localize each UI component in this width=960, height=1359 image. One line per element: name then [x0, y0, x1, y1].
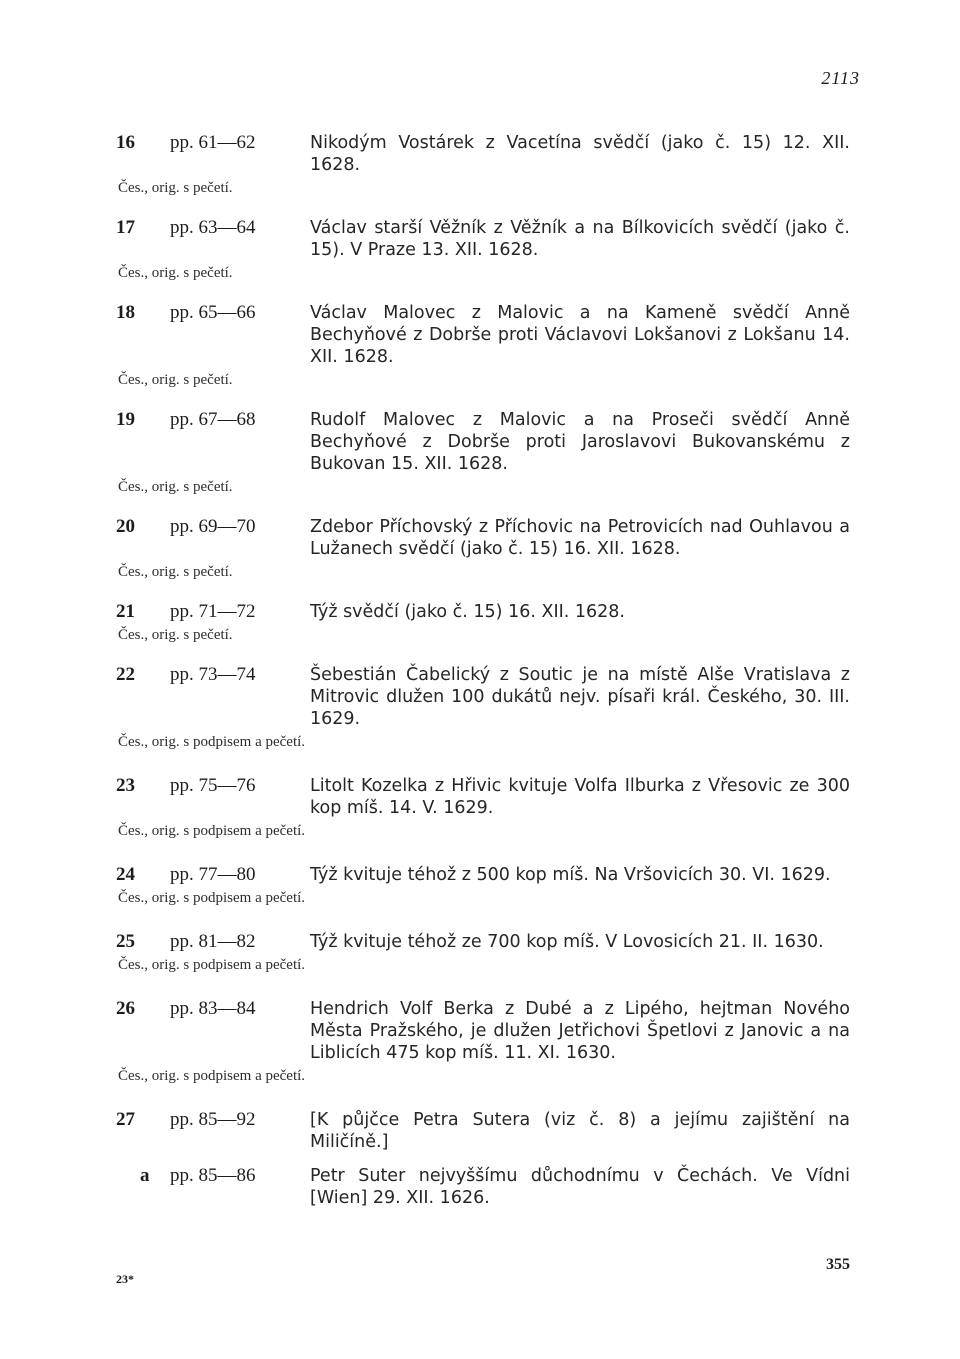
entry-note: Čes., orig. s podpisem a pečetí.: [118, 823, 306, 839]
entry-number: 20: [116, 516, 135, 537]
entry-16: [0, 128, 960, 197]
entry-26: [0, 994, 960, 1085]
entry-pages: pp. 67—68: [170, 409, 256, 430]
entry-24: [0, 860, 960, 907]
entry-number: 26: [116, 998, 135, 1019]
entry-19: [0, 405, 960, 496]
entry-number: 21: [116, 601, 135, 622]
entry-note: Čes., orig. s pečetí.: [118, 627, 233, 643]
entry-pages: pp. 71—72: [170, 601, 256, 622]
entry-pages: pp. 85—86: [170, 1165, 256, 1186]
entry-pages: pp. 73—74: [170, 664, 256, 685]
entry-number: a: [140, 1165, 150, 1186]
entry-text: [K půjčce Petra Sutera (viz č. 8) a jejímu zajištění na Miličíně.]: [310, 1110, 850, 1152]
entry-text: Nikodým Vostárek z Vacetína svědčí (jako č. 15) 12. XII. 1628.: [310, 133, 850, 175]
entry-number: 25: [116, 931, 135, 952]
entry-pages: pp. 85—92: [170, 1109, 256, 1130]
entry-text: Týž kvituje téhož ze 700 kop míš. V Lovosicích 21. II. 1630.: [310, 932, 824, 952]
entry-text: Šebestián Čabelický z Soutic je na místě Alše Vratislava z Mitrovic dlužen 100 dukátů nejv. písaři král. Českého, 30. III. 1629.: [310, 665, 850, 729]
entry-pages: pp. 69—70: [170, 516, 256, 537]
entry-pages: pp. 81—82: [170, 931, 256, 952]
entry-text: Rudolf Malovec z Malovic a na Proseči svědčí Anně Bechyňové z Dobrše proti Jaroslavovi Bukovanskému z Bukovan 15. XII. 1628.: [310, 410, 850, 474]
entry-note: Čes., orig. s pečetí.: [118, 265, 233, 281]
entry-pages: pp. 77—80: [170, 864, 256, 885]
entry-text: Václav starší Věžník z Věžník a na Bílkovicích svědčí (jako č. 15). V Praze 13. XII. 1628.: [310, 218, 850, 260]
entry-pages: pp. 61—62: [170, 132, 256, 153]
entry-note: Čes., orig. s pečetí.: [118, 180, 233, 196]
entry-number: 18: [116, 302, 135, 323]
entry-22: [0, 660, 960, 751]
entry-number: 23: [116, 775, 135, 796]
entry-27a: [0, 1161, 960, 1209]
entry-20: [0, 512, 960, 581]
entry-number: 17: [116, 217, 135, 238]
entry-pages: pp. 75—76: [170, 775, 256, 796]
entry-pages: pp. 63—64: [170, 217, 256, 238]
entry-pages: pp. 83—84: [170, 998, 256, 1019]
entry-23: [0, 771, 960, 840]
entry-text: Hendrich Volf Berka z Dubé a z Lipého, hejtman Nového Města Pražského, je dlužen Jetřichovi Špetlovi z Janovic a na Liblicích 475 kop míš. 11. XI. 1630.: [310, 999, 850, 1063]
entry-17: [0, 213, 960, 282]
page-header-reference: 2113: [821, 68, 860, 88]
entry-note: Čes., orig. s pečetí.: [118, 564, 233, 580]
register-entries: [0, 128, 960, 1209]
entry-27: [0, 1105, 960, 1153]
entry-note: Čes., orig. s podpisem a pečetí.: [118, 957, 306, 973]
entry-number: 24: [116, 864, 135, 885]
entry-text: Zdebor Příchovský z Příchovic na Petrovicích nad Ouhlavou a Lužanech svědčí (jako č. 15) 16. XII. 1628.: [310, 517, 850, 559]
entry-note: Čes., orig. s pečetí.: [118, 372, 233, 388]
entry-text: Litolt Kozelka z Hřivic kvituje Volfa Ilburka z Vřesovic ze 300 kop míš. 14. V. 1629.: [310, 776, 850, 818]
entry-21: [0, 597, 960, 644]
entry-note: Čes., orig. s podpisem a pečetí.: [118, 734, 306, 750]
entry-text: Týž kvituje téhož z 500 kop míš. Na Vršovicích 30. VI. 1629.: [310, 865, 831, 885]
page-number: 355: [826, 1256, 850, 1273]
entry-note: Čes., orig. s podpisem a pečetí.: [118, 890, 306, 906]
entry-number: 27: [116, 1109, 135, 1130]
entry-number: 16: [116, 132, 135, 153]
entry-number: 19: [116, 409, 135, 430]
entry-note: Čes., orig. s pečetí.: [118, 479, 233, 495]
entry-number: 22: [116, 664, 135, 685]
signature-mark: 23*: [116, 1272, 134, 1286]
entry-text: Petr Suter nejvyššímu důchodnímu v Čechách. Ve Vídni [Wien] 29. XII. 1626.: [310, 1166, 850, 1208]
entry-text: Václav Malovec z Malovic a na Kameně svědčí Anně Bechyňové z Dobrše proti Václavovi Lokšanovi z Lokšanu 14. XII. 1628.: [310, 303, 850, 367]
entry-note: Čes., orig. s podpisem a pečetí.: [118, 1068, 306, 1084]
entry-18: [0, 298, 960, 389]
entry-pages: pp. 65—66: [170, 302, 256, 323]
entry-25: [0, 927, 960, 974]
entry-text: Týž svědčí (jako č. 15) 16. XII. 1628.: [310, 602, 625, 622]
